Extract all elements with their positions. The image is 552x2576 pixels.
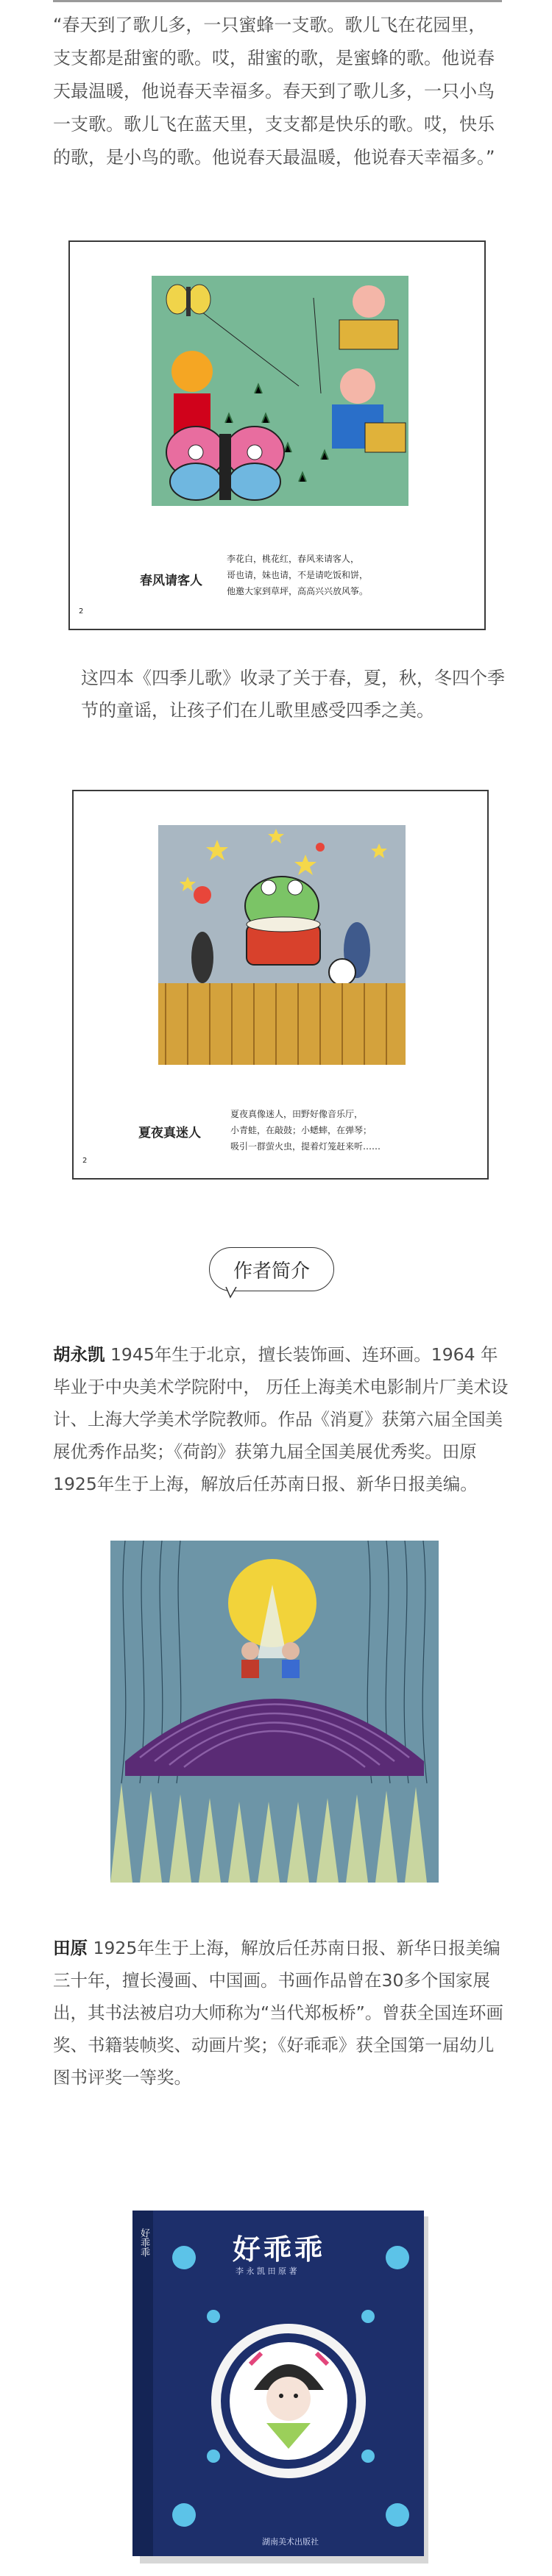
poem-line: 李花白，桃花红，春风来请客人， [227, 554, 360, 564]
author-bio-hu [53, 1338, 509, 1500]
summer-page-preview [72, 790, 489, 1180]
poem-text [230, 1106, 473, 1155]
book-spine-title: 好乖乖 [138, 2228, 149, 2257]
section-title: 作者简介 [233, 1260, 310, 1282]
author-bio-text: 1925年生于上海，解放后任苏南日报、新华日报美编三十年，擅长漫画、中国画。书画作品曾在30多个国家展出，其书法被启功大师称为“当代郑板桥”。曾获全国连环画奖、书籍装帧奖、动画片奖；《好乖乖》获全国第一届幼儿图书评奖一等奖。 [53, 1938, 503, 2088]
poem-line: 他邀大家到草坪，高高兴兴放风筝。 [227, 586, 369, 596]
author-bio-tian [53, 1932, 509, 2094]
spring-page-preview [68, 240, 486, 630]
author-name: 田原 [53, 1938, 88, 1958]
poem-line: 小青蛙，在敲鼓；小蟋蟀，在弹琴； [230, 1125, 372, 1135]
poem-line: 夏夜真像迷人，田野好像音乐厅， [230, 1109, 364, 1119]
author-name: 胡永凯 [53, 1344, 105, 1365]
page-number: 2 [82, 1157, 88, 1165]
book-publisher: 湖南美术出版社 [262, 2537, 319, 2547]
author-bio-text: 1945年生于北京，擅长装饰画、连环画。1964 年毕业于中央美术学院附中， 历任上海美术电影制片厂美术设计、上海大学美术学院教师。作品《消夏》获第六届全国美展优秀作品奖；《荷韵》获第九届全国美展优秀奖。田原1925年生于上海，解放后任苏南日报、新华日报美编。 [53, 1344, 509, 1494]
poem-line: 哥也请，妹也请，不是请吃饭和饼， [227, 570, 369, 580]
poem-title: 春风请客人 [140, 574, 202, 588]
top-divider [53, 0, 502, 2]
page-number: 2 [79, 607, 84, 616]
poem-text [227, 551, 462, 599]
book-authors: 李 永 凯 田 原 著 [236, 2266, 297, 2276]
poem-line: 吸引一群萤火虫，提着灯笼赶来听…… [230, 1141, 381, 1152]
series-description: 这四本《四季儿歌》收录了关于春，夏，秋，冬四个季节的童谣，让孩子们在儿歌里感受四季之美。 [81, 668, 505, 721]
speech-bubble-tail [224, 1287, 239, 1299]
night-moon-illustration [110, 1541, 439, 1883]
section-title-badge [209, 1247, 334, 1291]
book-title: 好乖乖 [233, 2233, 326, 2266]
book-cover [125, 2206, 427, 2559]
summer-illustration [158, 825, 406, 1065]
poem-title: 夏夜真迷人 [138, 1126, 201, 1141]
intro-quote: “春天到了歌儿多，一只蜜蜂一支歌。歌儿飞在花园里，支支都是甜蜜的歌。哎，甜蜜的歌，是蜜蜂的歌。他说春天最温暖，他说春天幸福多。春天到了歌儿多，一只小鸟一支歌。歌儿飞在蓝天里，支支都是快乐的歌。哎，快乐的歌，是小鸟的歌。他说春天最温暖，他说春天幸福多。” [53, 15, 495, 168]
spring-illustration [152, 276, 408, 506]
